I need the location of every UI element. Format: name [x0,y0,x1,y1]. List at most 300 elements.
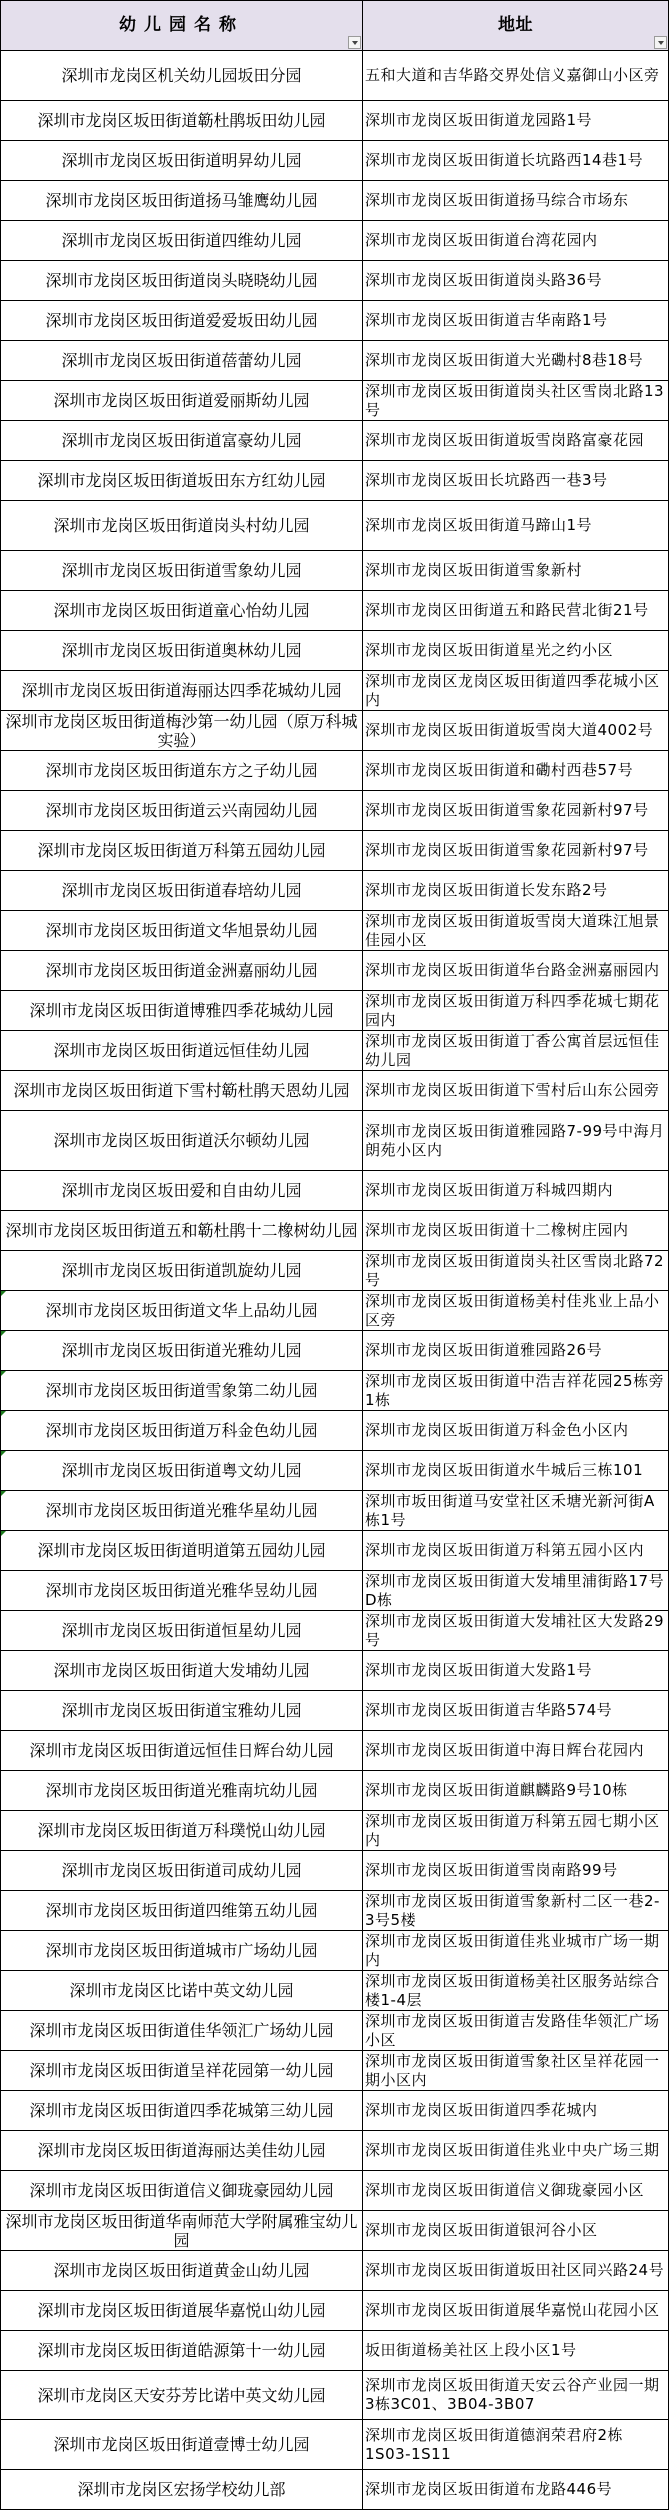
kindergarten-name-cell[interactable] [1,301,363,341]
kindergarten-name-cell[interactable] [1,711,363,751]
address-cell[interactable] [363,1811,669,1851]
address-text: 深圳市龙岗区坂田街道雪象花园新村97号 [365,801,649,819]
table-row [1,1771,669,1811]
address-cell[interactable] [363,911,669,951]
error-indicator-icon [1,1491,6,1496]
address-cell[interactable] [363,501,669,551]
kindergarten-name-cell[interactable] [1,871,363,911]
address-text: 深圳市龙岗区坂田街道星光之约小区 [365,641,614,659]
address-cell[interactable] [363,2331,669,2371]
address-text: 深圳市龙岗区坂田街道天安云谷产业园一期3栋3C01、3B04-3B07 [365,2376,660,2413]
kindergarten-name: 深圳市龙岗区坂田街道大发埔幼儿园 [53,1661,310,1680]
header-address-column[interactable] [363,1,669,51]
address-text: 深圳市龙岗区坂田街道万科四季花城七期花园内 [365,991,660,1029]
address-cell[interactable] [363,1451,669,1491]
kindergarten-name: 深圳市龙岗区坂田街道春培幼儿园 [61,881,302,900]
address-text: 深圳市龙岗区坂田街道下雪村后山东公园旁 [365,1081,660,1099]
table-row [1,791,669,831]
kindergarten-name-cell[interactable] [1,2291,363,2331]
kindergarten-name: 深圳市龙岗区坂田街道光雅幼儿园 [61,1341,302,1360]
address-text: 深圳市龙岗区坂田街道大发路1号 [365,1661,593,1679]
address-text: 深圳市龙岗区坂田街道大发埔里浦街路17号D栋 [365,1571,665,1609]
kindergarten-name: 深圳市龙岗区坂田街道文华上品幼儿园 [45,1301,318,1320]
kindergarten-name: 深圳市龙岗区机关幼儿园坂田分园 [61,66,302,85]
address-cell[interactable] [363,181,669,221]
address-text: 深圳市龙岗区坂田街道雪象新村二区一巷2-3号5楼 [365,1891,660,1929]
kindergarten-name: 深圳市龙岗区坂田街道博雅四季花城幼儿园 [29,1001,334,1020]
kindergarten-name: 深圳市龙岗区坂田爱和自由幼儿园 [61,1181,302,1200]
address-text: 深圳市龙岗区坂田长坑路西一巷3号 [365,471,608,489]
kindergarten-name-cell[interactable] [1,1971,363,2011]
table-row [1,1731,669,1771]
kindergarten-name: 深圳市龙岗区坂田街道城市广场幼儿园 [45,1941,318,1960]
kindergarten-name: 深圳市龙岗区坂田街道簕杜鹃坂田幼儿园 [37,111,326,130]
address-cell[interactable] [363,1171,669,1211]
address-text: 深圳市龙岗区坂田街道扬马综合市场东 [365,191,629,209]
kindergarten-name-cell[interactable] [1,381,363,421]
address-text: 深圳市坂田街道马安堂社区禾塘光新河街A栋1号 [365,1491,655,1529]
address-text: 深圳市龙岗区坂田街道布龙路446号 [365,2480,613,2498]
address-text: 深圳市龙岗区坂田街道信义御珑豪园小区 [365,2181,645,2199]
address-text: 深圳市龙岗区坂田街道佳兆业中央广场三期 [365,2141,660,2159]
table-row [1,141,669,181]
kindergarten-name: 深圳市龙岗区坂田街道海丽达美佳幼儿园 [37,2141,326,2160]
table-row [1,871,669,911]
address-text: 深圳市龙岗区坂田街道岗头社区雪岗北路72号 [365,1251,665,1289]
kindergarten-name-cell[interactable] [1,2051,363,2091]
address-text: 深圳市龙岗区坂田街道展华嘉悦山花园小区 [365,2301,660,2319]
kindergarten-name: 深圳市龙岗区坂田街道爱爱坂田幼儿园 [45,311,318,330]
table-row [1,1571,669,1611]
kindergarten-name: 深圳市龙岗区坂田街道下雪村簕杜鹃天恩幼儿园 [13,1081,350,1100]
address-cell[interactable] [363,1211,669,1251]
kindergarten-name: 深圳市龙岗区坂田街道沃尔顿幼儿园 [53,1131,310,1150]
address-cell[interactable] [363,1731,669,1771]
table-row [1,2371,669,2420]
kindergarten-name: 深圳市龙岗区坂田街道呈祥花园第一幼儿园 [29,2061,334,2080]
address-cell[interactable] [363,2211,669,2251]
kindergarten-name: 深圳市龙岗区坂田街道岗头晓晓幼儿园 [45,271,318,290]
address-text: 五和大道和吉华路交界处信义嘉御山小区旁 [365,66,660,84]
address-text: 深圳市龙岗区坂田街道中浩吉祥花园25栋旁1栋 [365,1371,665,1409]
kindergarten-name: 深圳市龙岗区坂田街道万科第五园幼儿园 [37,841,326,860]
kindergarten-name-cell[interactable] [1,2371,363,2420]
table-row [1,951,669,991]
table-row [1,1291,669,1331]
address-cell[interactable] [363,2011,669,2051]
kindergarten-name: 深圳市龙岗区坂田街道云兴南园幼儿园 [45,801,318,820]
address-text: 深圳市龙岗区坂田街道万科第五园小区内 [365,1541,645,1559]
address-cell[interactable] [363,951,669,991]
address-cell[interactable] [363,1931,669,1971]
table-row [1,181,669,221]
address-cell[interactable] [363,751,669,791]
address-text: 深圳市龙岗区坂田街道水牛城后三栋101 [365,1461,644,1479]
kindergarten-name: 深圳市龙岗区坂田街道明昇幼儿园 [61,151,302,170]
kindergarten-name: 深圳市龙岗区坂田街道佳华领汇广场幼儿园 [29,2021,334,2040]
address-cell[interactable] [363,1031,669,1071]
table-row [1,2211,669,2251]
kindergarten-name-cell[interactable] [1,341,363,381]
kindergarten-name: 深圳市龙岗区坂田街道东方之子幼儿园 [45,761,318,780]
kindergarten-name-cell[interactable] [1,1251,363,1291]
address-text: 深圳市龙岗区坂田街道德润荣君府2栋1S03-1S11 [365,2425,624,2463]
kindergarten-name-cell[interactable] [1,1851,363,1891]
address-cell[interactable] [363,551,669,591]
table-row [1,461,669,501]
kindergarten-name: 深圳市龙岗区坂田街道明道第五园幼儿园 [37,1541,326,1560]
table-row [1,2291,669,2331]
address-cell[interactable] [363,2131,669,2171]
kindergarten-name: 深圳市龙岗区坂田街道四维第五幼儿园 [45,1901,318,1920]
address-cell[interactable] [363,1771,669,1811]
address-cell[interactable] [363,301,669,341]
kindergarten-name: 深圳市龙岗区坂田街道恒星幼儿园 [61,1621,302,1640]
header-name-column[interactable] [1,1,363,51]
kindergarten-name-cell[interactable] [1,2470,363,2510]
address-text: 深圳市龙岗区坂田街道坂雪岗大道4002号 [365,721,654,739]
kindergarten-name: 深圳市龙岗区坂田街道万科金色幼儿园 [45,1421,318,1440]
address-text: 深圳市龙岗区坂田街道杨美村佳兆业上品小区旁 [365,1291,660,1329]
table-row [1,101,669,141]
address-text: 深圳市龙岗区坂田街道华台路金洲嘉丽园内 [365,961,660,979]
error-indicator-icon [1,1411,6,1416]
address-cell[interactable] [363,591,669,631]
filter-dropdown-icon[interactable] [654,36,667,49]
address-cell[interactable] [363,1971,669,2011]
error-indicator-icon [1,1291,6,1296]
address-cell[interactable] [363,1611,669,1651]
table-row [1,261,669,301]
kindergarten-name-cell[interactable] [1,1371,363,1411]
kindergarten-name: 深圳市龙岗区坂田街道皓源第十一幼儿园 [37,2341,326,2360]
kindergarten-name-cell[interactable] [1,591,363,631]
address-text: 深圳市龙岗区坂田街道雪象社区呈祥花园一期小区内 [365,2051,660,2089]
table-row [1,1251,669,1291]
kindergarten-name-cell[interactable] [1,1031,363,1071]
address-cell[interactable] [363,871,669,911]
kindergarten-name-cell[interactable] [1,2131,363,2171]
address-text: 深圳市龙岗区坂田街道台湾花园内 [365,231,598,249]
address-cell[interactable] [363,1331,669,1371]
kindergarten-name-cell[interactable] [1,2211,363,2251]
kindergarten-name: 深圳市龙岗区比诺中英文幼儿园 [69,1981,294,2000]
address-cell[interactable] [363,1531,669,1571]
error-indicator-icon [1,1531,6,1536]
address-cell[interactable] [363,1251,669,1291]
kindergarten-name: 深圳市龙岗区坂田街道海丽达四季花城幼儿园 [21,681,342,700]
kindergarten-name-cell[interactable] [1,181,363,221]
address-text: 深圳市龙岗区坂田街道雅园路7-99号中海月朗苑小区内 [365,1121,665,1159]
kindergarten-name-cell[interactable] [1,1171,363,1211]
address-cell[interactable] [363,1851,669,1891]
kindergarten-name-cell[interactable] [1,1451,363,1491]
kindergarten-name-cell[interactable] [1,1331,363,1371]
kindergarten-name-cell[interactable] [1,911,363,951]
address-text: 深圳市龙岗区坂田街道吉华南路1号 [365,311,608,329]
table-row [1,911,669,951]
address-text: 深圳市龙岗区坂田街道大光磡村8巷18号 [365,351,644,369]
kindergarten-name-cell[interactable] [1,2420,363,2470]
kindergarten-name-cell[interactable] [1,1531,363,1571]
address-text: 深圳市龙岗区坂田街道吉华路574号 [365,1701,613,1719]
address-cell[interactable] [363,1111,669,1171]
table-row [1,2251,669,2291]
table-row [1,1651,669,1691]
table-row [1,1931,669,1971]
address-cell[interactable] [363,1071,669,1111]
table-row [1,1111,669,1171]
address-cell[interactable] [363,2291,669,2331]
kindergarten-name-cell[interactable] [1,991,363,1031]
address-cell[interactable] [363,1691,669,1731]
kindergarten-name-cell[interactable] [1,1611,363,1651]
address-cell[interactable] [363,2051,669,2091]
table-row [1,2091,669,2131]
kindergarten-name: 深圳市龙岗区坂田街道黄金山幼儿园 [53,2261,310,2280]
kindergarten-name-cell[interactable] [1,831,363,871]
kindergarten-name-cell[interactable] [1,1291,363,1331]
address-cell[interactable] [363,711,669,751]
kindergarten-name: 深圳市龙岗区坂田街道凯旋幼儿园 [61,1261,302,1280]
kindergarten-name: 深圳市龙岗区坂田街道岗头村幼儿园 [53,516,310,535]
kindergarten-name-cell[interactable] [1,421,363,461]
address-text: 深圳市龙岗区坂田街道十二橡树庄园内 [365,1221,629,1239]
kindergarten-name-cell[interactable] [1,1891,363,1931]
table-row [1,631,669,671]
address-text: 深圳市龙岗区坂田街道佳兆业城市广场一期内 [365,1931,660,1969]
address-text: 深圳市龙岗区坂田街道龙园路1号 [365,111,593,129]
table-row [1,1371,669,1411]
address-cell[interactable] [363,1291,669,1331]
table-row [1,381,669,421]
table-row [1,1171,669,1211]
address-text: 深圳市龙岗区坂田街道四季花城内 [365,2101,598,2119]
address-cell[interactable] [363,1411,669,1451]
address-text: 深圳市龙岗区坂田街道雪象新村 [365,561,583,579]
address-cell[interactable] [363,461,669,501]
kindergarten-name-cell[interactable] [1,631,363,671]
error-indicator-icon [1,1331,6,1336]
address-text: 深圳市龙岗区坂田街道大发埔社区大发路29号 [365,1611,665,1649]
table-row [1,1211,669,1251]
address-cell[interactable] [363,2251,669,2291]
kindergarten-name: 深圳市龙岗区坂田街道梅沙第一幼儿园（原万科城实验） [5,711,358,750]
error-indicator-icon [1,1371,6,1376]
kindergarten-name: 深圳市龙岗区宏扬学校幼儿部 [77,2480,286,2499]
address-cell[interactable] [363,221,669,261]
table-row [1,2131,669,2171]
kindergarten-name-cell[interactable] [1,1491,363,1531]
table-row [1,1811,669,1851]
kindergarten-name: 深圳市龙岗区坂田街道远恒佳幼儿园 [53,1041,310,1060]
address-cell[interactable] [363,2420,669,2470]
kindergarten-name: 深圳市龙岗区坂田街道光雅华星幼儿园 [45,1501,318,1520]
table-row [1,501,669,551]
kindergarten-name: 深圳市龙岗区坂田街道富豪幼儿园 [61,431,302,450]
kindergarten-name-cell[interactable] [1,461,363,501]
kindergarten-name: 深圳市龙岗区坂田街道雪象幼儿园 [61,561,302,580]
table-row [1,1071,669,1111]
address-cell[interactable] [363,1891,669,1931]
table-row [1,1971,669,2011]
kindergarten-name-cell[interactable] [1,1411,363,1451]
table-row [1,991,669,1031]
kindergarten-name-cell[interactable] [1,501,363,551]
kindergarten-name: 深圳市龙岗区坂田街道万科璞悦山幼儿园 [37,1821,326,1840]
table-row [1,591,669,631]
kindergarten-name-cell[interactable] [1,2091,363,2131]
kindergarten-name: 深圳市龙岗区坂田街道文华旭景幼儿园 [45,921,318,940]
address-cell[interactable] [363,831,669,871]
table-row [1,2331,669,2371]
kindergarten-name-cell[interactable] [1,1731,363,1771]
address-text: 深圳市龙岗区坂田街道万科城四期内 [365,1181,614,1199]
address-cell[interactable] [363,421,669,461]
kindergarten-name-cell[interactable] [1,2331,363,2371]
address-text: 深圳市龙岗区坂田街道吉发路佳华领汇广场小区 [365,2011,660,2049]
address-text: 深圳市龙岗区坂田街道雪岗南路99号 [365,1861,618,1879]
table-row [1,2171,669,2211]
kindergarten-name: 深圳市龙岗区坂田街道司成幼儿园 [61,1861,302,1880]
kindergarten-name-cell[interactable] [1,1931,363,1971]
kindergarten-name-cell[interactable] [1,1211,363,1251]
kindergarten-name-cell[interactable] [1,2251,363,2291]
kindergarten-name: 深圳市龙岗区坂田街道爱丽斯幼儿园 [53,391,310,410]
kindergarten-name-cell[interactable] [1,1071,363,1111]
kindergarten-name-cell[interactable] [1,141,363,181]
kindergarten-name-cell[interactable] [1,1571,363,1611]
kindergarten-name-cell[interactable] [1,2171,363,2211]
address-cell[interactable] [363,261,669,301]
table-row [1,1491,669,1531]
kindergarten-name: 深圳市龙岗区坂田街道展华嘉悦山幼儿园 [37,2301,326,2320]
address-text: 深圳市龙岗区坂田街道中海日辉台花园内 [365,1741,645,1759]
kindergarten-name: 深圳市龙岗区天安芬芳比诺中英文幼儿园 [37,2385,326,2405]
table-row [1,2420,669,2470]
table-row [1,1451,669,1491]
address-text: 深圳市龙岗区坂田街道长坑路西14巷1号 [365,151,644,169]
address-text: 深圳市龙岗区坂田街道和磡村西巷57号 [365,761,634,779]
table-row [1,221,669,261]
kindergarten-name-cell[interactable] [1,2011,363,2051]
kindergarten-name-cell[interactable] [1,221,363,261]
kindergarten-name: 深圳市龙岗区坂田街道信义御珑豪园幼儿园 [29,2181,334,2200]
table-row [1,671,669,711]
kindergarten-name: 深圳市龙岗区坂田街道光雅南坑幼儿园 [45,1781,318,1800]
kindergarten-name: 深圳市龙岗区坂田街道四季花城第三幼儿园 [29,2101,334,2120]
kindergarten-name-cell[interactable] [1,1111,363,1171]
address-text: 深圳市龙岗区坂田街道丁香公寓首层远恒佳幼儿园 [365,1031,660,1069]
kindergarten-name: 深圳市龙岗区坂田街道光雅华昱幼儿园 [45,1581,318,1600]
address-cell[interactable] [363,341,669,381]
kindergarten-name: 深圳市龙岗区坂田街道蓓蕾幼儿园 [61,351,302,370]
address-text: 深圳市龙岗区坂田街道岗头路36号 [365,271,603,289]
kindergarten-name-cell[interactable] [1,791,363,831]
address-cell[interactable] [363,141,669,181]
address-cell[interactable] [363,51,669,101]
address-cell[interactable] [363,2091,669,2131]
kindergarten-name-cell[interactable] [1,951,363,991]
error-indicator-icon [1,1451,6,1456]
kindergarten-name-cell[interactable] [1,1691,363,1731]
table-header-row [1,1,669,51]
address-cell[interactable] [363,1571,669,1611]
address-text: 深圳市龙岗区坂田街道岗头社区雪岗北路13号 [365,381,665,419]
address-text: 深圳市龙岗区坂田街道长发东路2号 [365,881,608,899]
table-row [1,1611,669,1651]
address-cell[interactable] [363,2171,669,2211]
address-text: 深圳市龙岗区龙岗区坂田街道四季花城小区内 [365,671,660,709]
kindergarten-name-cell[interactable] [1,1651,363,1691]
table-row [1,1031,669,1071]
kindergarten-name-cell[interactable] [1,51,363,101]
kindergarten-name-cell[interactable] [1,751,363,791]
table-row [1,1331,669,1371]
table-row [1,711,669,751]
address-cell[interactable] [363,1371,669,1411]
table-row [1,2470,669,2510]
table-row [1,551,669,591]
kindergarten-name-cell[interactable] [1,101,363,141]
kindergarten-name-cell[interactable] [1,1771,363,1811]
address-text: 深圳市龙岗区坂田街道坂雪岗路富豪花园 [365,431,645,449]
address-text: 深圳市龙岗区坂田街道雪象花园新村97号 [365,841,649,859]
table-body [1,51,669,2510]
table-row [1,831,669,871]
kindergarten-name: 深圳市龙岗区坂田街道扬马雏鹰幼儿园 [45,191,318,210]
kindergarten-name: 深圳市龙岗区坂田街道坂田东方红幼儿园 [37,471,326,490]
table-row [1,51,669,101]
address-text: 深圳市龙岗区坂田街道万科第五园七期小区内 [365,1811,660,1849]
filter-dropdown-icon[interactable] [348,36,361,49]
address-text: 深圳市龙岗区田街道五和路民营北街21号 [365,601,649,619]
address-cell[interactable] [363,991,669,1031]
table-row [1,751,669,791]
address-cell[interactable] [363,2371,669,2420]
address-cell[interactable] [363,1491,669,1531]
kindergarten-name: 深圳市龙岗区坂田街道四维幼儿园 [61,231,302,250]
kindergarten-name: 深圳市龙岗区坂田街道金洲嘉丽幼儿园 [45,961,318,980]
address-cell[interactable] [363,101,669,141]
address-cell[interactable] [363,791,669,831]
address-text: 坂田街道杨美社区上段小区1号 [365,2341,577,2359]
address-cell[interactable] [363,1651,669,1691]
kindergarten-name-cell[interactable] [1,1811,363,1851]
address-text: 深圳市龙岗区坂田街道麒麟路9号10栋 [365,1781,628,1799]
kindergarten-name: 深圳市龙岗区坂田街道童心怡幼儿园 [53,601,310,620]
address-cell[interactable] [363,671,669,711]
table-row [1,2011,669,2051]
table-row [1,341,669,381]
address-text: 深圳市龙岗区坂田街道坂田社区同兴路24号 [365,2261,665,2279]
kindergarten-name: 深圳市龙岗区坂田街道五和簕杜鹃十二橡树幼儿园 [5,1221,358,1240]
kindergarten-name: 深圳市龙岗区坂田街道奥林幼儿园 [61,641,302,660]
header-name-label: 幼儿园名称 [119,15,244,35]
kindergarten-name: 深圳市龙岗区坂田街道远恒佳日辉台幼儿园 [29,1741,334,1760]
kindergarten-name: 深圳市龙岗区坂田街道雪象第二幼儿园 [45,1381,318,1400]
address-text: 深圳市龙岗区坂田街道马蹄山1号 [365,516,593,534]
table-row [1,1411,669,1451]
address-cell[interactable] [363,381,669,421]
address-cell[interactable] [363,631,669,671]
address-cell[interactable] [363,2470,669,2510]
address-text: 深圳市龙岗区坂田街道雅园路26号 [365,1341,603,1359]
kindergarten-name-cell[interactable] [1,261,363,301]
table-row [1,1691,669,1731]
kindergarten-name-cell[interactable] [1,551,363,591]
kindergarten-name-cell[interactable] [1,671,363,711]
